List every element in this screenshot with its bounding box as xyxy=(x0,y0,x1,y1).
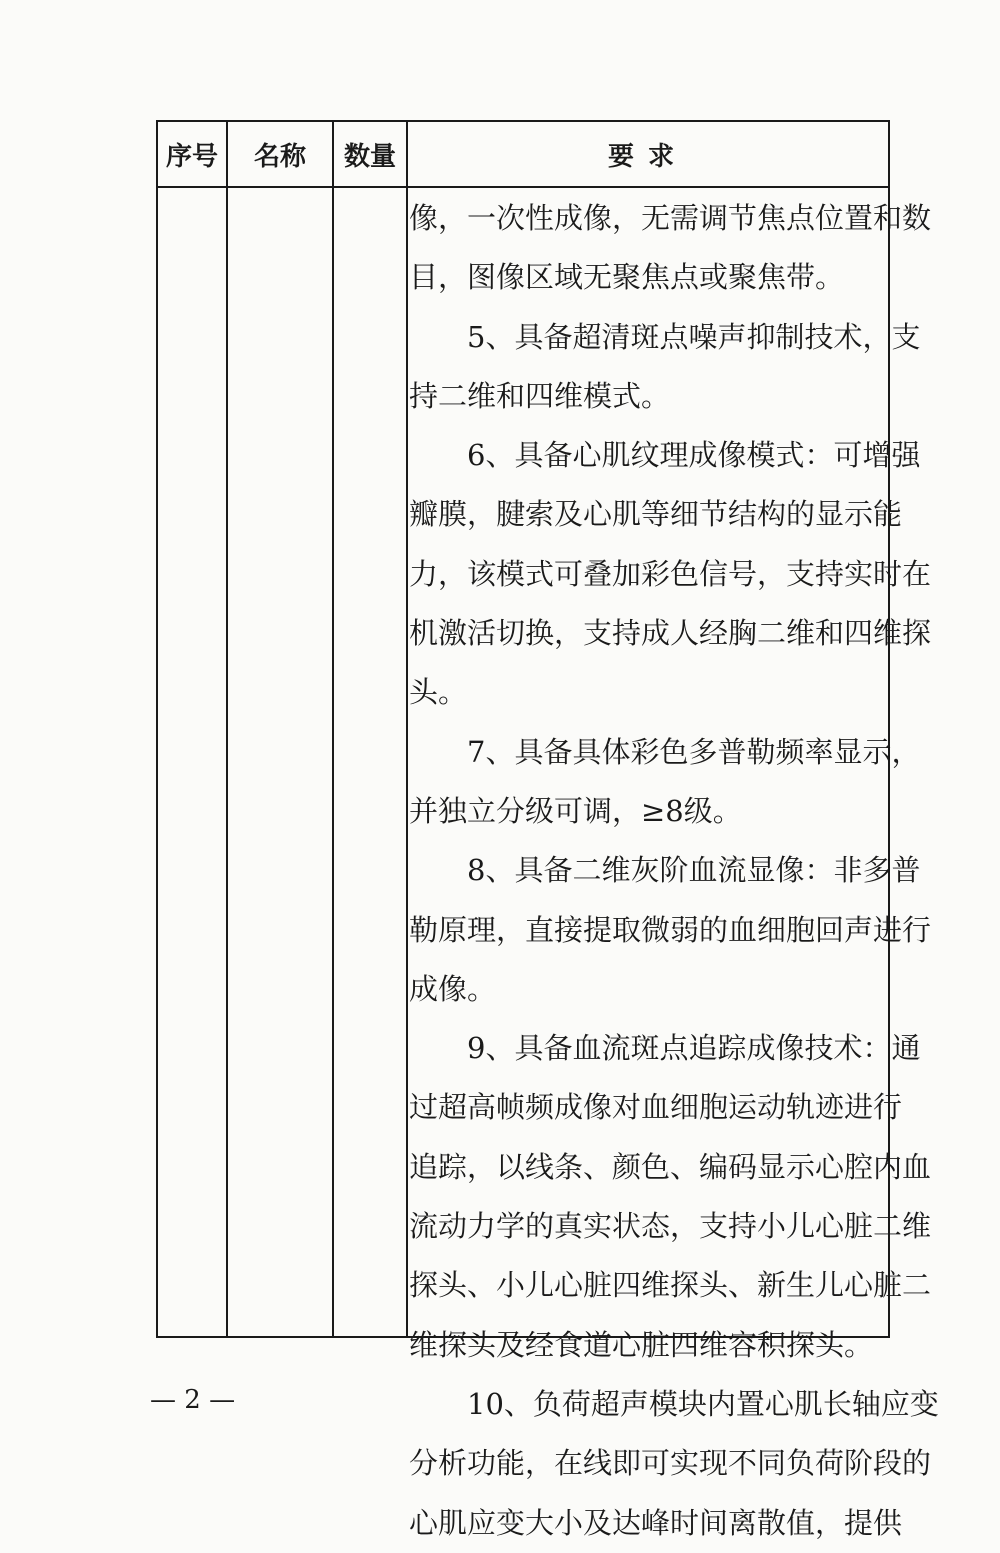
requirement-line: 过超高帧频成像对血细胞运动轨迹进行 xyxy=(409,1090,903,1125)
requirement-line: 7、具备具体彩色多普勒频率显示， xyxy=(467,734,921,769)
spec-table xyxy=(156,120,939,1540)
header-requirements: 要求 xyxy=(607,141,688,172)
requirement-line: 维探头及经食道心脏四维容积探头。 xyxy=(409,1327,874,1362)
requirement-line: 并独立分级可调，≥8级。 xyxy=(409,793,742,828)
requirement-line: 勒原理，直接提取微弱的血细胞回声进行 xyxy=(409,912,932,947)
requirement-line: 10、负荷超声模块内置心肌长轴应变 xyxy=(467,1386,939,1421)
requirement-line: 6、具备心肌纹理成像模式：可增强 xyxy=(467,438,921,473)
requirement-line: 分析功能，在线即可实现不同负荷阶段的 xyxy=(409,1446,932,1481)
requirement-line: 头。 xyxy=(409,675,468,710)
header-quantity: 数量 xyxy=(343,141,396,172)
requirement-line: 机激活切换，支持成人经胸二维和四维探 xyxy=(409,616,932,651)
table-header-row xyxy=(158,122,888,188)
requirement-line: 8、具备二维灰阶血流显像：非多普 xyxy=(467,853,921,888)
header-index: 序号 xyxy=(165,141,218,172)
requirement-line: 9、具备血流斑点追踪成像技术：通 xyxy=(467,1031,921,1066)
requirement-line: 探头、小儿心脏四维探头、新生儿心脏二 xyxy=(409,1268,932,1303)
requirement-line: 瓣膜，腱索及心肌等细节结构的显示能 xyxy=(409,497,903,532)
requirements-cell xyxy=(409,189,939,1540)
requirement-line: 力，该模式可叠加彩色信号，支持实时在 xyxy=(409,556,932,591)
requirement-line: 持二维和四维模式。 xyxy=(409,378,671,413)
page-number: — 2 — xyxy=(150,1385,236,1415)
column-divider xyxy=(406,122,408,1336)
column-divider xyxy=(226,122,228,1336)
requirement-line: 目，图像区域无聚焦点或聚焦带。 xyxy=(409,260,845,295)
requirement-line: 心肌应变大小及达峰时间离散值，提供 xyxy=(409,1505,903,1540)
header-name: 名称 xyxy=(253,141,306,172)
requirement-line: 5、具备超清斑点噪声抑制技术，支 xyxy=(467,319,921,354)
requirement-line: 像，一次性成像，无需调节焦点位置和数 xyxy=(409,201,932,235)
column-divider xyxy=(332,122,334,1336)
requirement-line: 成像。 xyxy=(409,971,497,1006)
requirements-text xyxy=(409,189,939,1553)
requirement-line: 追踪，以线条、颜色、编码显示心腔内血 xyxy=(409,1149,932,1184)
requirement-line: 流动力学的真实状态，支持小儿心脏二维 xyxy=(409,1209,932,1244)
